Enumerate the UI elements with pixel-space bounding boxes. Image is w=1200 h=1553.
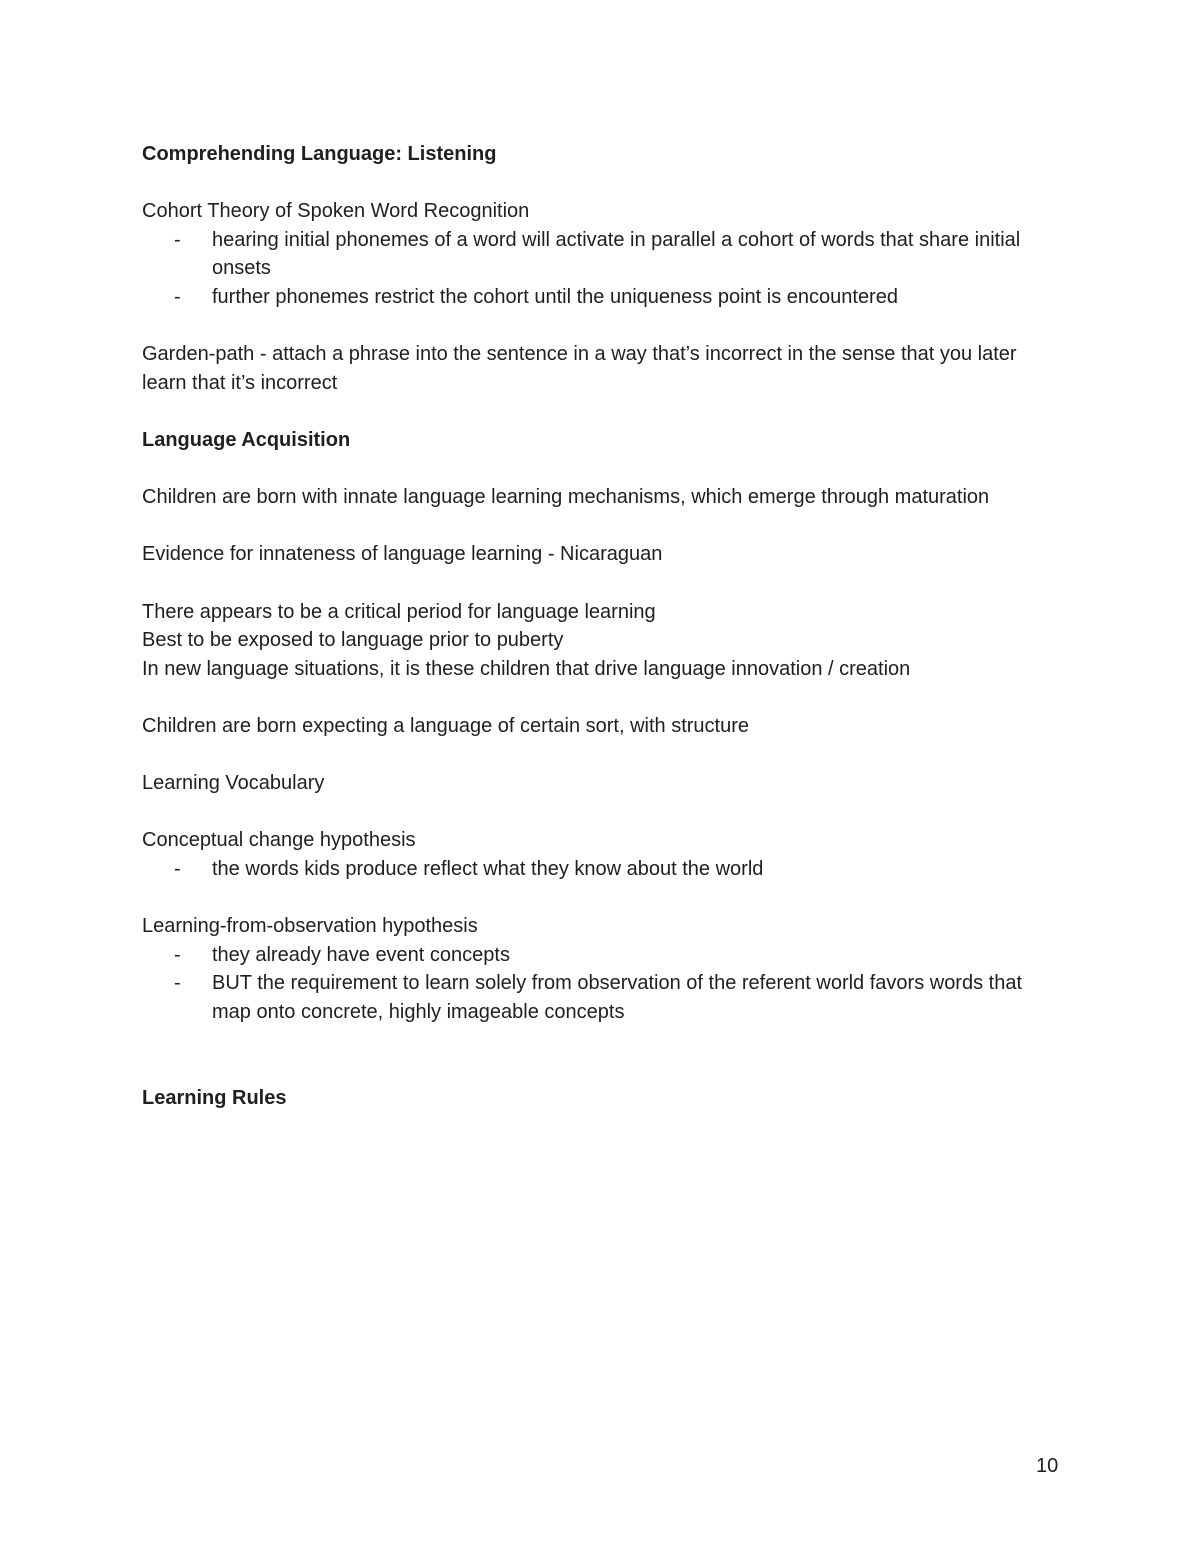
list-item-text: further phonemes restrict the cohort until the uniqueness point is encountered [212,285,898,308]
dash-bullet: - [174,857,181,880]
evidence-paragraph: Evidence for innateness of language learning - Nicaraguan [142,543,663,566]
section-heading-acquisition: Language Acquisition [142,428,351,451]
conceptual-change-title: Conceptual change hypothesis [142,829,416,852]
expecting-paragraph: Children are born expecting a language of certain sort, with structure [142,714,750,737]
dash-bullet: - [174,972,181,995]
dash-bullet: - [174,285,181,308]
list-item-text: BUT the requirement to learn solely from observation of the referent world favors words that map onto concrete, highly imageable concepts [212,972,1023,1023]
page-number: 10 [1036,1455,1059,1477]
innate-paragraph: Children are born with innate language learning mechanisms, which emerge through maturation [142,486,990,509]
list-item-text: they already have event concepts [212,943,510,966]
dash-bullet: - [174,943,181,966]
cohort-bullet-list [142,226,1062,312]
dash-bullet: - [174,228,181,251]
list-item [142,941,1062,970]
observation-hypothesis-title: Learning-from-observation hypothesis [142,915,478,938]
page-content [142,140,1062,1112]
list-item-text: hearing initial phonemes of a word will activate in parallel a cohort of words that share initial onsets [212,228,1021,280]
puberty-line: Best to be exposed to language prior to puberty [142,629,564,652]
conceptual-bullet-list [142,855,1062,884]
list-item [142,969,1062,1026]
list-item [142,283,1062,312]
list-item [142,226,1062,283]
garden-path-paragraph: Garden-path - attach a phrase into the sentence in a way that’s incorrect in the sense that you later learn that it’s incorrect [142,343,1017,394]
list-item-text: the words kids produce reflect what they know about the world [212,857,764,880]
innovation-line: In new language situations, it is these children that drive language innovation / creation [142,657,911,680]
observation-bullet-list [142,941,1062,1027]
section-heading-comprehending: Comprehending Language: Listening [142,143,497,165]
cohort-theory-title: Cohort Theory of Spoken Word Recognition [142,200,530,223]
list-item [142,855,1062,884]
critical-period-line: There appears to be a critical period for language learning [142,600,656,623]
section-heading-rules: Learning Rules [142,1086,287,1109]
learning-vocabulary-line: Learning Vocabulary [142,772,325,795]
